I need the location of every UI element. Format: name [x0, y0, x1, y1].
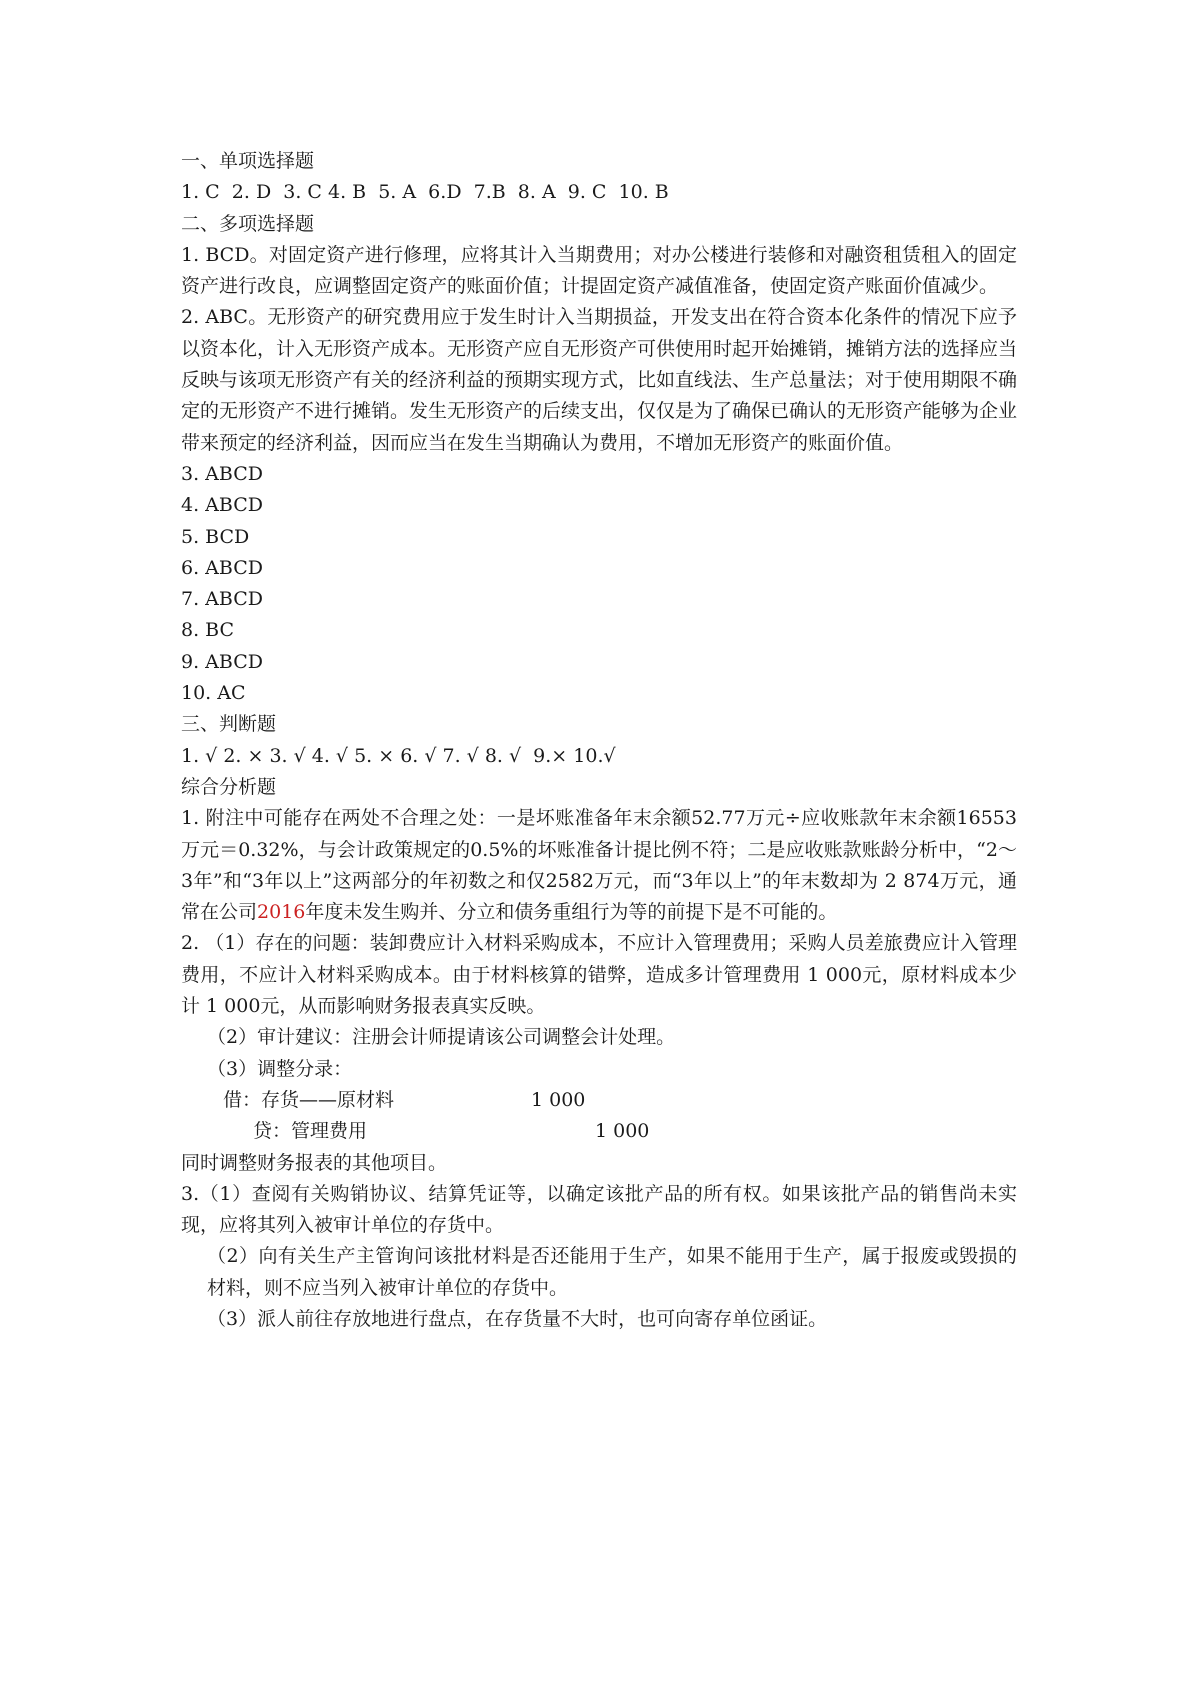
multiple-choice-item: 5. BCD — [181, 525, 250, 548]
multiple-choice-item: 10. AC — [181, 682, 246, 705]
multiple-choice-item: 3. ABCD — [181, 462, 263, 485]
multiple-choice-item: 8. BC — [181, 619, 235, 642]
credit-amount: 1 000 — [595, 1120, 650, 1143]
comprehensive-q1-text-a: 1. 附注中可能存在两处不合理之处：一是坏账准备年末余额52.77万元÷应收账款年末余额16553万元＝0.32%，与会计政策规定的0.5%的坏账准备计提比例不符；二是应收账款账龄分析中，“2～3年”和“3年以上”这两部分的年初数之和仅2582万元，而“3年以上”的年末数却为 2 874万元，通常在公司 — [181, 807, 1017, 924]
journal-entry-credit — [181, 1116, 1017, 1147]
journal-entry-debit — [181, 1085, 1017, 1116]
comprehensive-q2-part4: 同时调整财务报表的其他项目。 — [181, 1151, 448, 1174]
debit-label: 借：存货——原材料 — [223, 1088, 395, 1111]
section-heading-multiple-choice: 二、多项选择题 — [181, 212, 315, 235]
comprehensive-q3-part1: 3.（1）查阅有关购销协议、结算凭证等，以确定该批产品的所有权。如果该批产品的销售尚未实现，应将其列入被审计单位的存货中。 — [181, 1182, 1017, 1237]
true-false-answers: 1. √ 2. × 3. √ 4. √ 5. × 6. √ 7. √ 8. √ 9.× 10.√ — [181, 744, 616, 767]
credit-label: 贷：管理费用 — [253, 1120, 368, 1143]
debit-amount: 1 000 — [531, 1088, 586, 1111]
section-heading-comprehensive: 综合分析题 — [181, 775, 277, 798]
comprehensive-q1-text-b: 年度未发生购并、分立和债务重组行为等的前提下是不可能的。 — [305, 901, 838, 924]
highlighted-year: 2016 — [257, 901, 306, 924]
single-choice-answers: 1. C 2. D 3. C 4. B 5. A 6.D 7.B 8. A 9. C 10. B — [181, 181, 669, 204]
comprehensive-q3-part2-text: （2）向有关生产主管询问该批材料是否还能用于生产，如果不能用于生产，属于报废或毁损的材料，则不应当列入被审计单位的存货中。 — [207, 1245, 1017, 1299]
multiple-choice-item: 6. ABCD — [181, 556, 263, 579]
section-heading-true-false: 三、判断题 — [181, 713, 277, 736]
multiple-choice-item: 4. ABCD — [181, 494, 263, 517]
multiple-choice-q1: 1. BCD。对固定资产进行修理，应将其计入当期费用；对办公楼进行装修和对融资租赁租入的固定资产进行改良，应调整固定资产的账面价值；计提固定资产减值准备，使固定资产账面价值减少。 — [181, 243, 1017, 298]
comprehensive-q3-part3: （3）派人前往存放地进行盘点，在存货量不大时，也可向寄存单位函证。 — [207, 1307, 828, 1330]
comprehensive-q3-part2 — [181, 1241, 1017, 1304]
multiple-choice-item: 7. ABCD — [181, 588, 263, 611]
comprehensive-q2-part3: （3）调整分录： — [207, 1057, 353, 1080]
comprehensive-q1 — [181, 803, 1017, 928]
answer-document — [181, 146, 1017, 1335]
comprehensive-q2-part1: 2. （1）存在的问题：装卸费应计入材料采购成本，不应计入管理费用；采购人员差旅费应计入管理费用，不应计入材料采购成本。由于材料核算的错弊，造成多计管理费用 1 000元，原材料成本少计 1 000元，从而影响财务报表真实反映。 — [181, 932, 1017, 1018]
multiple-choice-item: 9. ABCD — [181, 650, 263, 673]
section-heading-single-choice: 一、单项选择题 — [181, 150, 315, 172]
multiple-choice-q2: 2. ABC。无形资产的研究费用应于发生时计入当期损益，开发支出在符合资本化条件的情况下应予以资本化，计入无形资产成本。无形资产应自无形资产可供使用时起开始摊销，摊销方法的选择应当反映与该项无形资产有关的经济利益的预期实现方式，比如直线法、生产总量法；对于使用期限不确定的无形资产不进行摊销。发生无形资产的后续支出，仅仅是为了确保已确认的无形资产能够为企业带来预定的经济利益，因而应当在发生当期确认为费用，不增加无形资产的账面价值。 — [181, 306, 1018, 454]
comprehensive-q2-part2: （2）审计建议：注册会计师提请该公司调整会计处理。 — [207, 1026, 676, 1049]
